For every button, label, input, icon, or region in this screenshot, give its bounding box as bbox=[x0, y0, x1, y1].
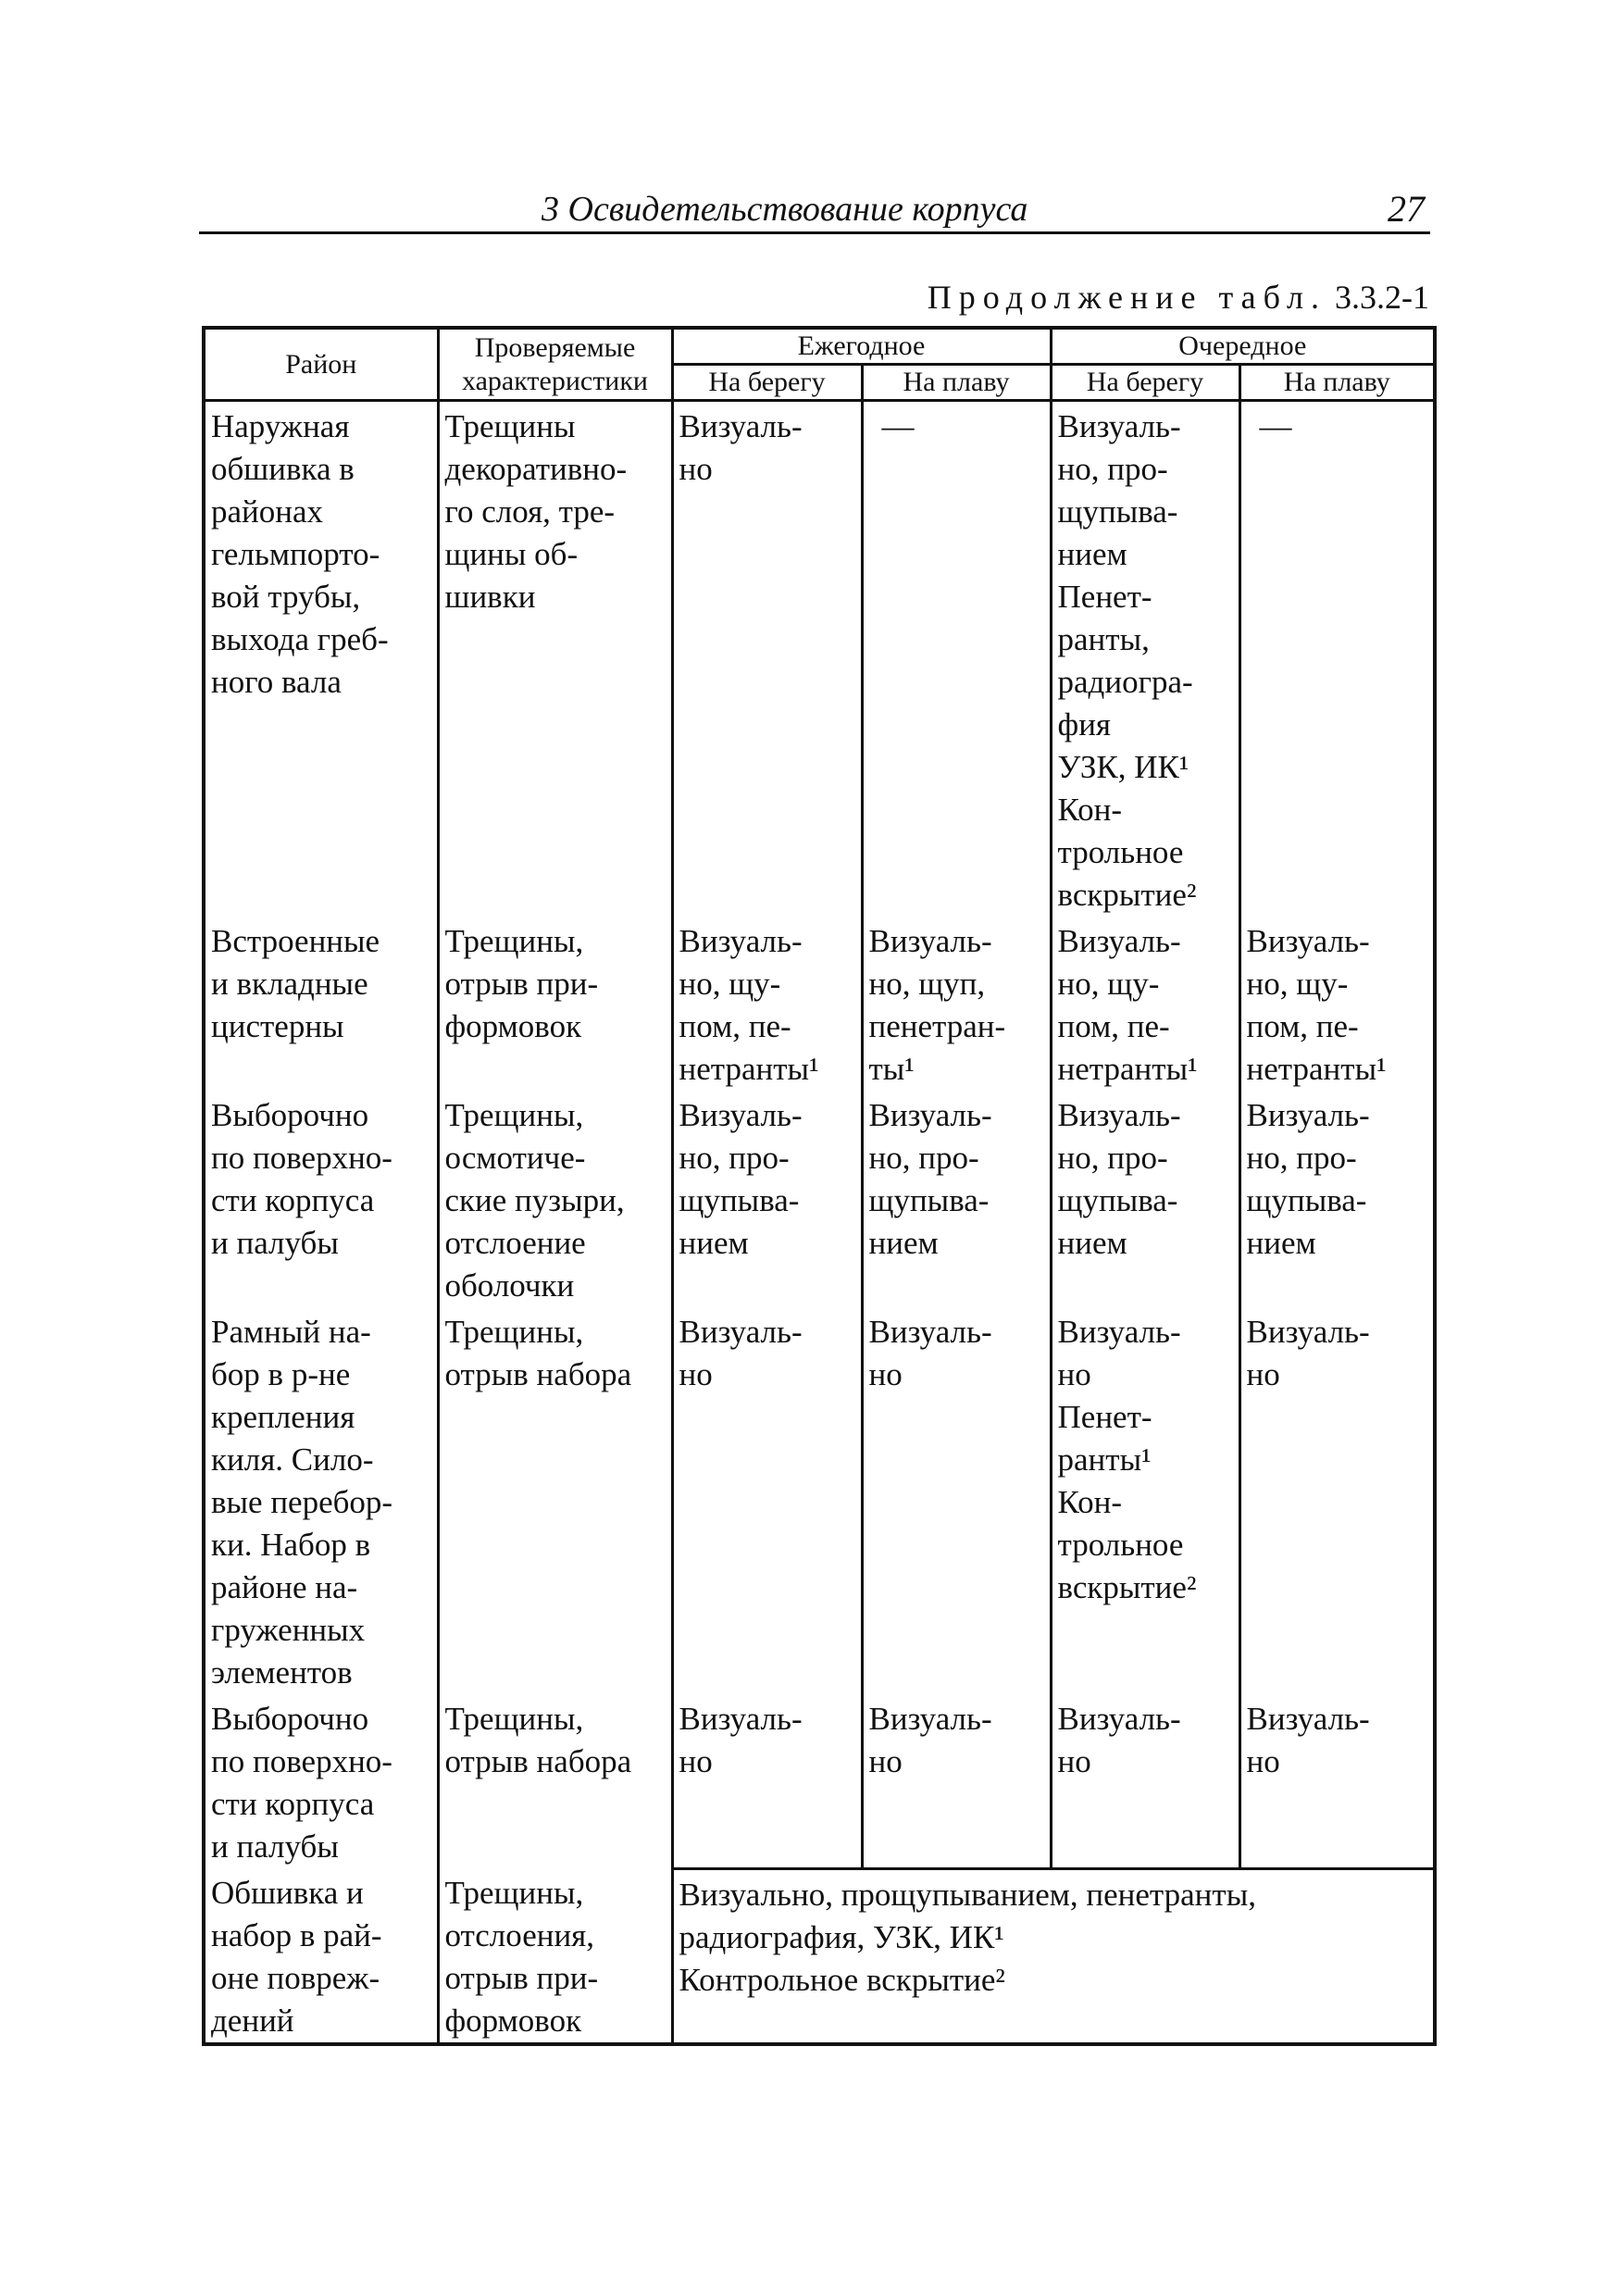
cell-region: Выборочно по поверхно- сти корпуса и палубы bbox=[211, 1701, 392, 1865]
cell-annual-afloat: Визуаль- но, щуп, пенетран- ты¹ bbox=[868, 923, 1006, 1087]
table-row bbox=[204, 1694, 1435, 1868]
table-row bbox=[204, 917, 1435, 1091]
page-number: 27 bbox=[1388, 188, 1425, 230]
cell-merged-methods: Визуально, прощупыванием, пенетранты, радиография, УЗК, ИК¹ Контрольное вскрытие² bbox=[679, 1876, 1256, 1998]
header-regular: Очередное bbox=[1051, 328, 1435, 365]
cell-characteristics: Трещины, осмотиче- ские пузыри, отслоение оболочки bbox=[444, 1097, 625, 1304]
table-row bbox=[204, 1091, 1435, 1307]
cell-region: Встроенные и вкладные цистерны bbox=[211, 923, 380, 1044]
cell-region: Рамный на- бор в р-не крепления киля. Сило- вые перебор- ки. Набор в районе на- груженных элементов bbox=[211, 1314, 393, 1691]
table-row bbox=[204, 401, 1435, 917]
header-region: Район bbox=[204, 328, 438, 401]
cell-regular-afloat: Визуаль- но bbox=[1246, 1701, 1370, 1779]
cell-characteristics: Трещины декоративно- го слоя, тре- щины об- шивки bbox=[444, 408, 628, 615]
cell-annual-ashore: Визуаль- но, щу- пом, пе- нетранты¹ bbox=[679, 923, 819, 1087]
running-header bbox=[199, 185, 1430, 234]
cell-characteristics: Трещины, отрыв при- формовок bbox=[444, 923, 599, 1044]
cell-regular-ashore: Визуаль- но, про- щупыва- нием bbox=[1057, 1097, 1181, 1261]
cell-region: Выборочно по поверхно- сти корпуса и палубы bbox=[211, 1097, 392, 1261]
cell-regular-afloat: — bbox=[1259, 408, 1292, 444]
cell-region: Обшивка и набор в рай- оне повреж- дений bbox=[211, 1875, 382, 2039]
header-annual-afloat: На плаву bbox=[862, 365, 1051, 401]
cell-annual-ashore: Визуаль- но, про- щупыва- нием bbox=[679, 1097, 803, 1261]
table-row bbox=[204, 1868, 1435, 2044]
cell-annual-ashore: Визуаль- но bbox=[679, 1701, 803, 1779]
cell-characteristics: Трещины, отрыв набора bbox=[444, 1314, 632, 1392]
cell-regular-ashore: Визуаль- но, про- щупыва- нием Пенет- ранты, радиогра- фия УЗК, ИК¹ Кон- трольное вскрытие² bbox=[1057, 408, 1197, 913]
continuation-label: Продолжение табл. bbox=[927, 279, 1326, 316]
cell-annual-afloat: Визуаль- но bbox=[868, 1701, 992, 1779]
table-continuation-caption bbox=[928, 278, 1429, 317]
inspection-table bbox=[202, 326, 1437, 2046]
cell-region: Наружная обшивка в районах гельмпорто- вой трубы, выхода греб- ного вала bbox=[211, 408, 389, 700]
header-characteristics: Проверяемые характеристики bbox=[438, 328, 672, 401]
cell-regular-afloat: Визуаль- но, щу- пом, пе- нетранты¹ bbox=[1246, 923, 1387, 1087]
cell-regular-ashore: Визуаль- но bbox=[1057, 1701, 1181, 1779]
cell-regular-ashore: Визуаль- но, щу- пом, пе- нетранты¹ bbox=[1057, 923, 1198, 1087]
cell-annual-afloat: Визуаль- но bbox=[868, 1314, 992, 1392]
cell-annual-afloat: Визуаль- но, про- щупыва- нием bbox=[868, 1097, 992, 1261]
header-regular-afloat: На плаву bbox=[1239, 365, 1435, 401]
table-row bbox=[204, 1307, 1435, 1694]
cell-characteristics: Трещины, отрыв набора bbox=[444, 1701, 632, 1779]
cell-annual-ashore: Визуаль- но bbox=[679, 408, 803, 487]
cell-characteristics: Трещины, отслоения, отрыв при- формовок bbox=[444, 1875, 599, 2039]
cell-regular-ashore: Визуаль- но Пенет- ранты¹ Кон- трольное вскрытие² bbox=[1057, 1314, 1197, 1605]
header-annual-ashore: На берегу bbox=[672, 365, 862, 401]
cell-regular-afloat: Визуаль- но bbox=[1246, 1314, 1370, 1392]
cell-annual-afloat: — bbox=[881, 408, 915, 444]
cell-regular-afloat: Визуаль- но, про- щупыва- нием bbox=[1246, 1097, 1370, 1261]
header-regular-ashore: На берегу bbox=[1051, 365, 1239, 401]
cell-annual-ashore: Визуаль- но bbox=[679, 1314, 803, 1392]
chapter-title: 3 Освидетельствование корпуса bbox=[542, 190, 1028, 229]
header-annual: Ежегодное bbox=[672, 328, 1051, 365]
table-number: 3.3.2-1 bbox=[1335, 279, 1429, 316]
